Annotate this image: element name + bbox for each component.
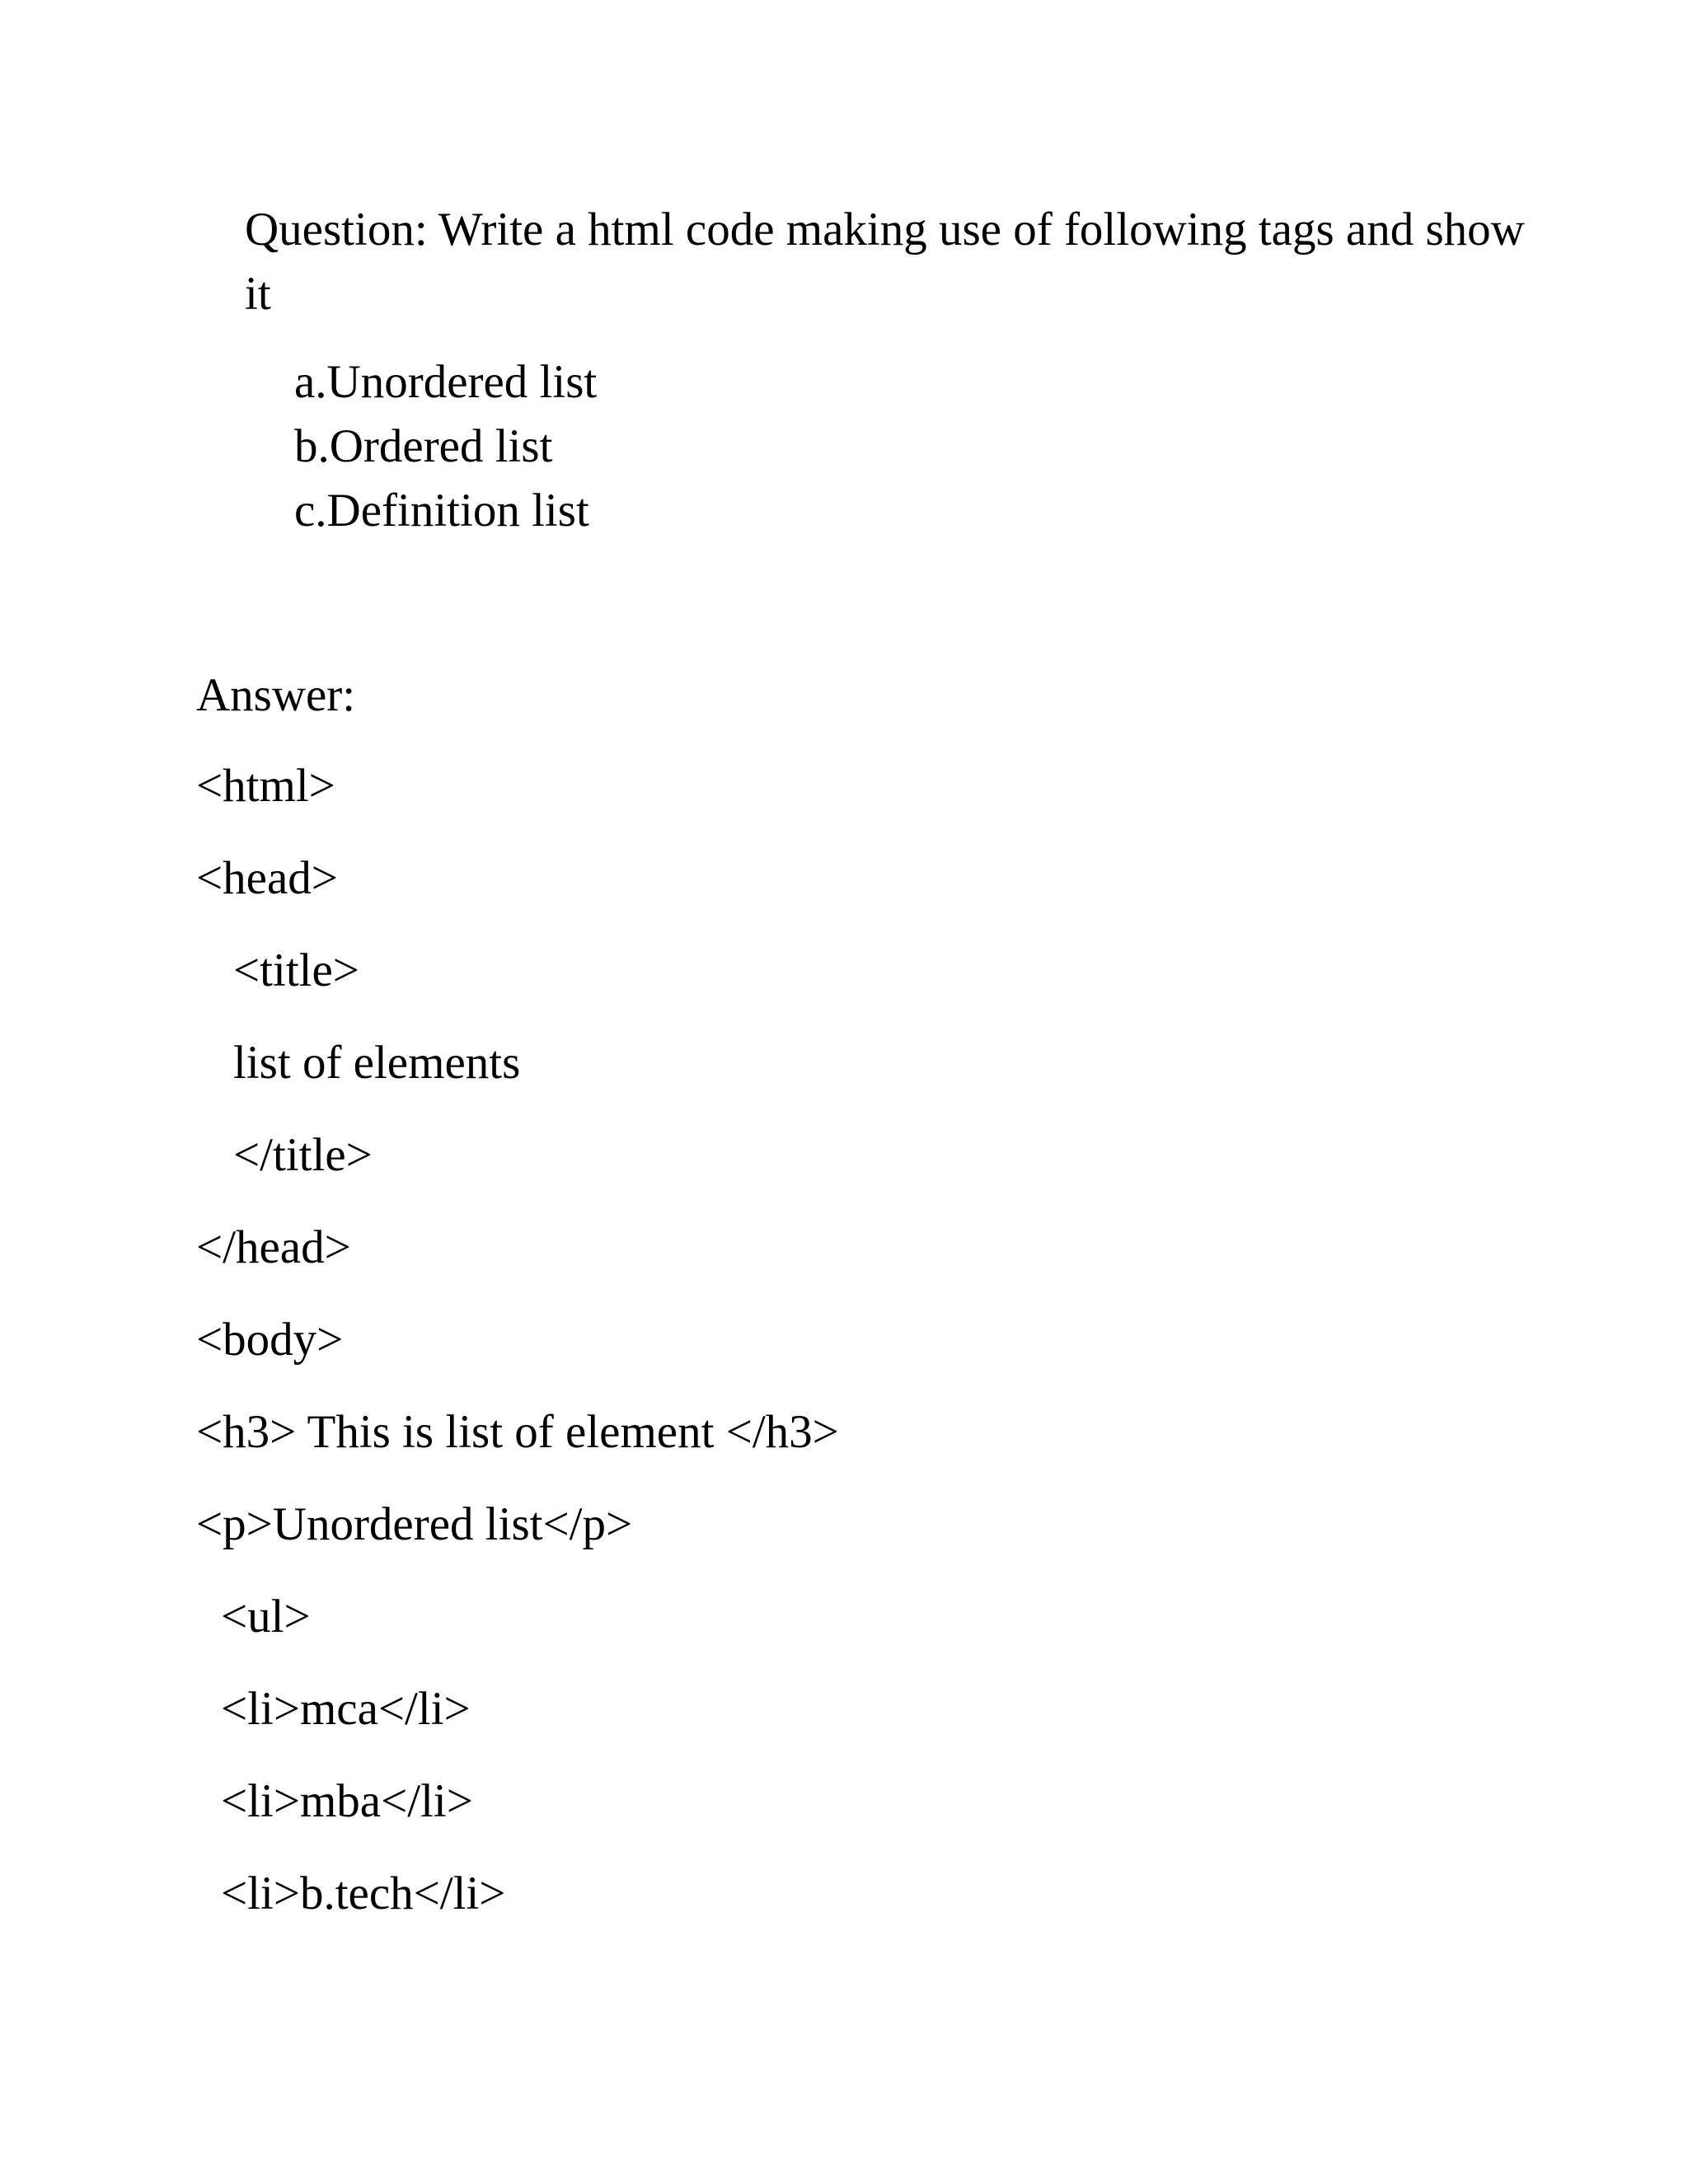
question-options: [294, 350, 597, 543]
option-item: b.Ordered list: [294, 420, 553, 472]
code-line: </title>: [233, 1129, 373, 1181]
code-line: <title>: [233, 944, 359, 996]
question-text: Question: Write a html code making use of following tags and show it: [245, 204, 1525, 320]
code-line: <li>b.tech</li>: [221, 1868, 506, 1919]
answer-label: Answer:: [196, 669, 356, 721]
code-line: <head>: [196, 852, 338, 904]
answer-code: [196, 754, 839, 1954]
code-line: list of elements: [233, 1037, 521, 1089]
code-line: <body>: [196, 1314, 344, 1366]
code-line: </head>: [196, 1221, 351, 1273]
option-item: c.Definition list: [294, 485, 589, 537]
option-item: a.Unordered list: [294, 356, 598, 408]
code-line: <p>Unordered list</p>: [196, 1498, 633, 1550]
code-line: <html>: [196, 760, 335, 812]
code-line: <h3> This is list of element </h3>: [196, 1406, 839, 1458]
code-line: <li>mca</li>: [221, 1683, 471, 1735]
code-line: <ul>: [221, 1591, 311, 1643]
code-line: <li>mba</li>: [221, 1775, 473, 1827]
